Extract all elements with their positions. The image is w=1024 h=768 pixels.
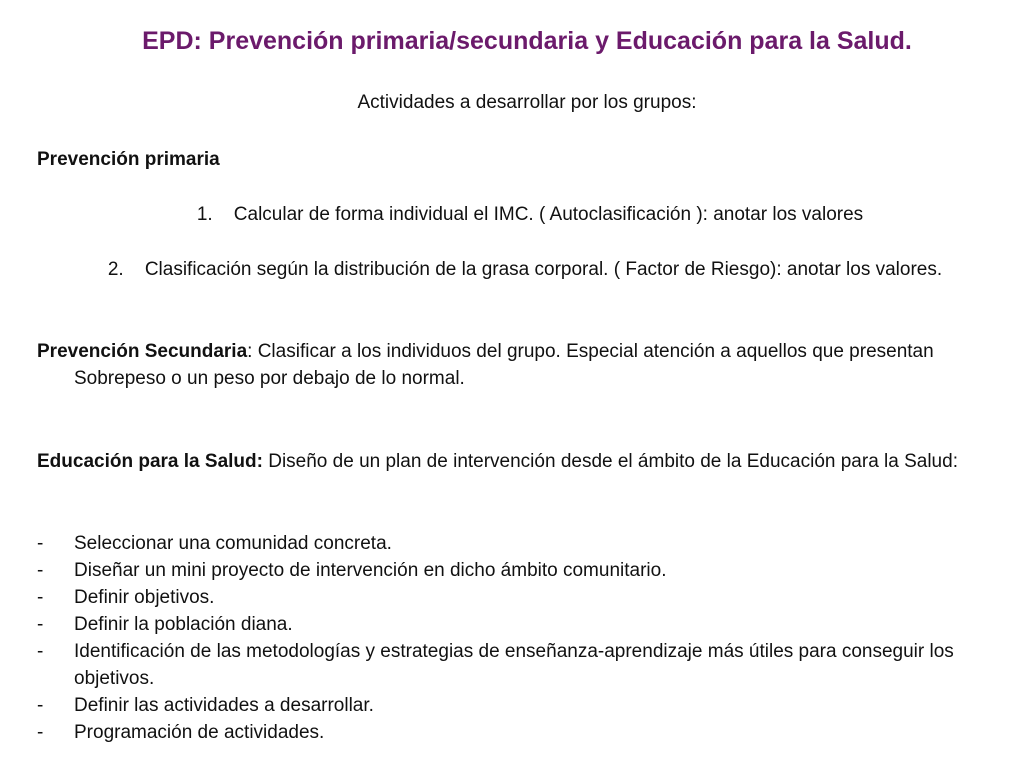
- primaria-item-2: [60, 256, 990, 283]
- dash-bullet: -: [37, 722, 44, 743]
- primaria-item-2-text: Clasificación según la distribución de la grasa corporal. ( Factor de Riesgo): anotar los valores.: [144, 259, 943, 280]
- secundaria-text: : Clasificar a los individuos del grupo. Especial atención a aquellos que presentan Sobrepeso o un peso por debajo de lo normal.: [74, 341, 934, 389]
- primaria-item-2-number: 2.: [107, 259, 124, 280]
- section-prevencion-secundaria: [37, 338, 1007, 392]
- educacion-list-item: [37, 584, 1012, 611]
- educacion-list-item-text: Definir objetivos.: [74, 587, 215, 608]
- educacion-list-item: [37, 719, 1012, 746]
- educacion-list-item-text: Diseñar un mini proyecto de intervención en dicho ámbito comunitario.: [74, 560, 667, 581]
- primaria-item-1-text: Calcular de forma individual el IMC. ( Autoclasificación ): anotar los valores: [233, 204, 864, 225]
- educacion-list-item: [37, 530, 1012, 557]
- dash-bullet: -: [37, 614, 44, 635]
- dash-bullet: -: [37, 560, 44, 581]
- educacion-list-item: [37, 692, 1012, 719]
- educacion-list-item-text: Definir la población diana.: [74, 614, 293, 635]
- educacion-text: Diseño de un plan de intervención desde el ámbito de la Educación para la Salud:: [262, 451, 958, 472]
- dash-bullet: -: [37, 587, 44, 608]
- dash-bullet: -: [37, 695, 44, 716]
- educacion-list-item-text: Programación de actividades.: [74, 722, 325, 743]
- dash-bullet: -: [37, 641, 44, 662]
- educacion-list-item: [37, 638, 1012, 692]
- slide-subtitle: Actividades a desarrollar por los grupos:: [357, 92, 697, 113]
- primaria-item-1-number: 1.: [196, 204, 213, 225]
- section-heading-prevencion-primaria: Prevención primaria: [37, 149, 220, 170]
- slide-title: EPD: Prevención primaria/secundaria y Educación para la Salud.: [142, 27, 912, 55]
- educacion-list-item: [37, 557, 1012, 584]
- section-heading-prevencion-secundaria: Prevención Secundaria: [37, 341, 248, 362]
- primaria-item-1: [120, 201, 940, 228]
- educacion-list-item: [37, 611, 1012, 638]
- section-educacion-salud: [37, 448, 1007, 475]
- educacion-list-item-text: Identificación de las metodologías y estrategias de enseñanza-aprendizaje más útiles para conseguir los objetivos.: [74, 641, 954, 689]
- section-heading-educacion-salud: Educación para la Salud:: [37, 451, 263, 472]
- dash-bullet: -: [37, 533, 44, 554]
- educacion-list-item-text: Seleccionar una comunidad concreta.: [74, 533, 392, 554]
- educacion-list-item-text: Definir las actividades a desarrollar.: [74, 695, 374, 716]
